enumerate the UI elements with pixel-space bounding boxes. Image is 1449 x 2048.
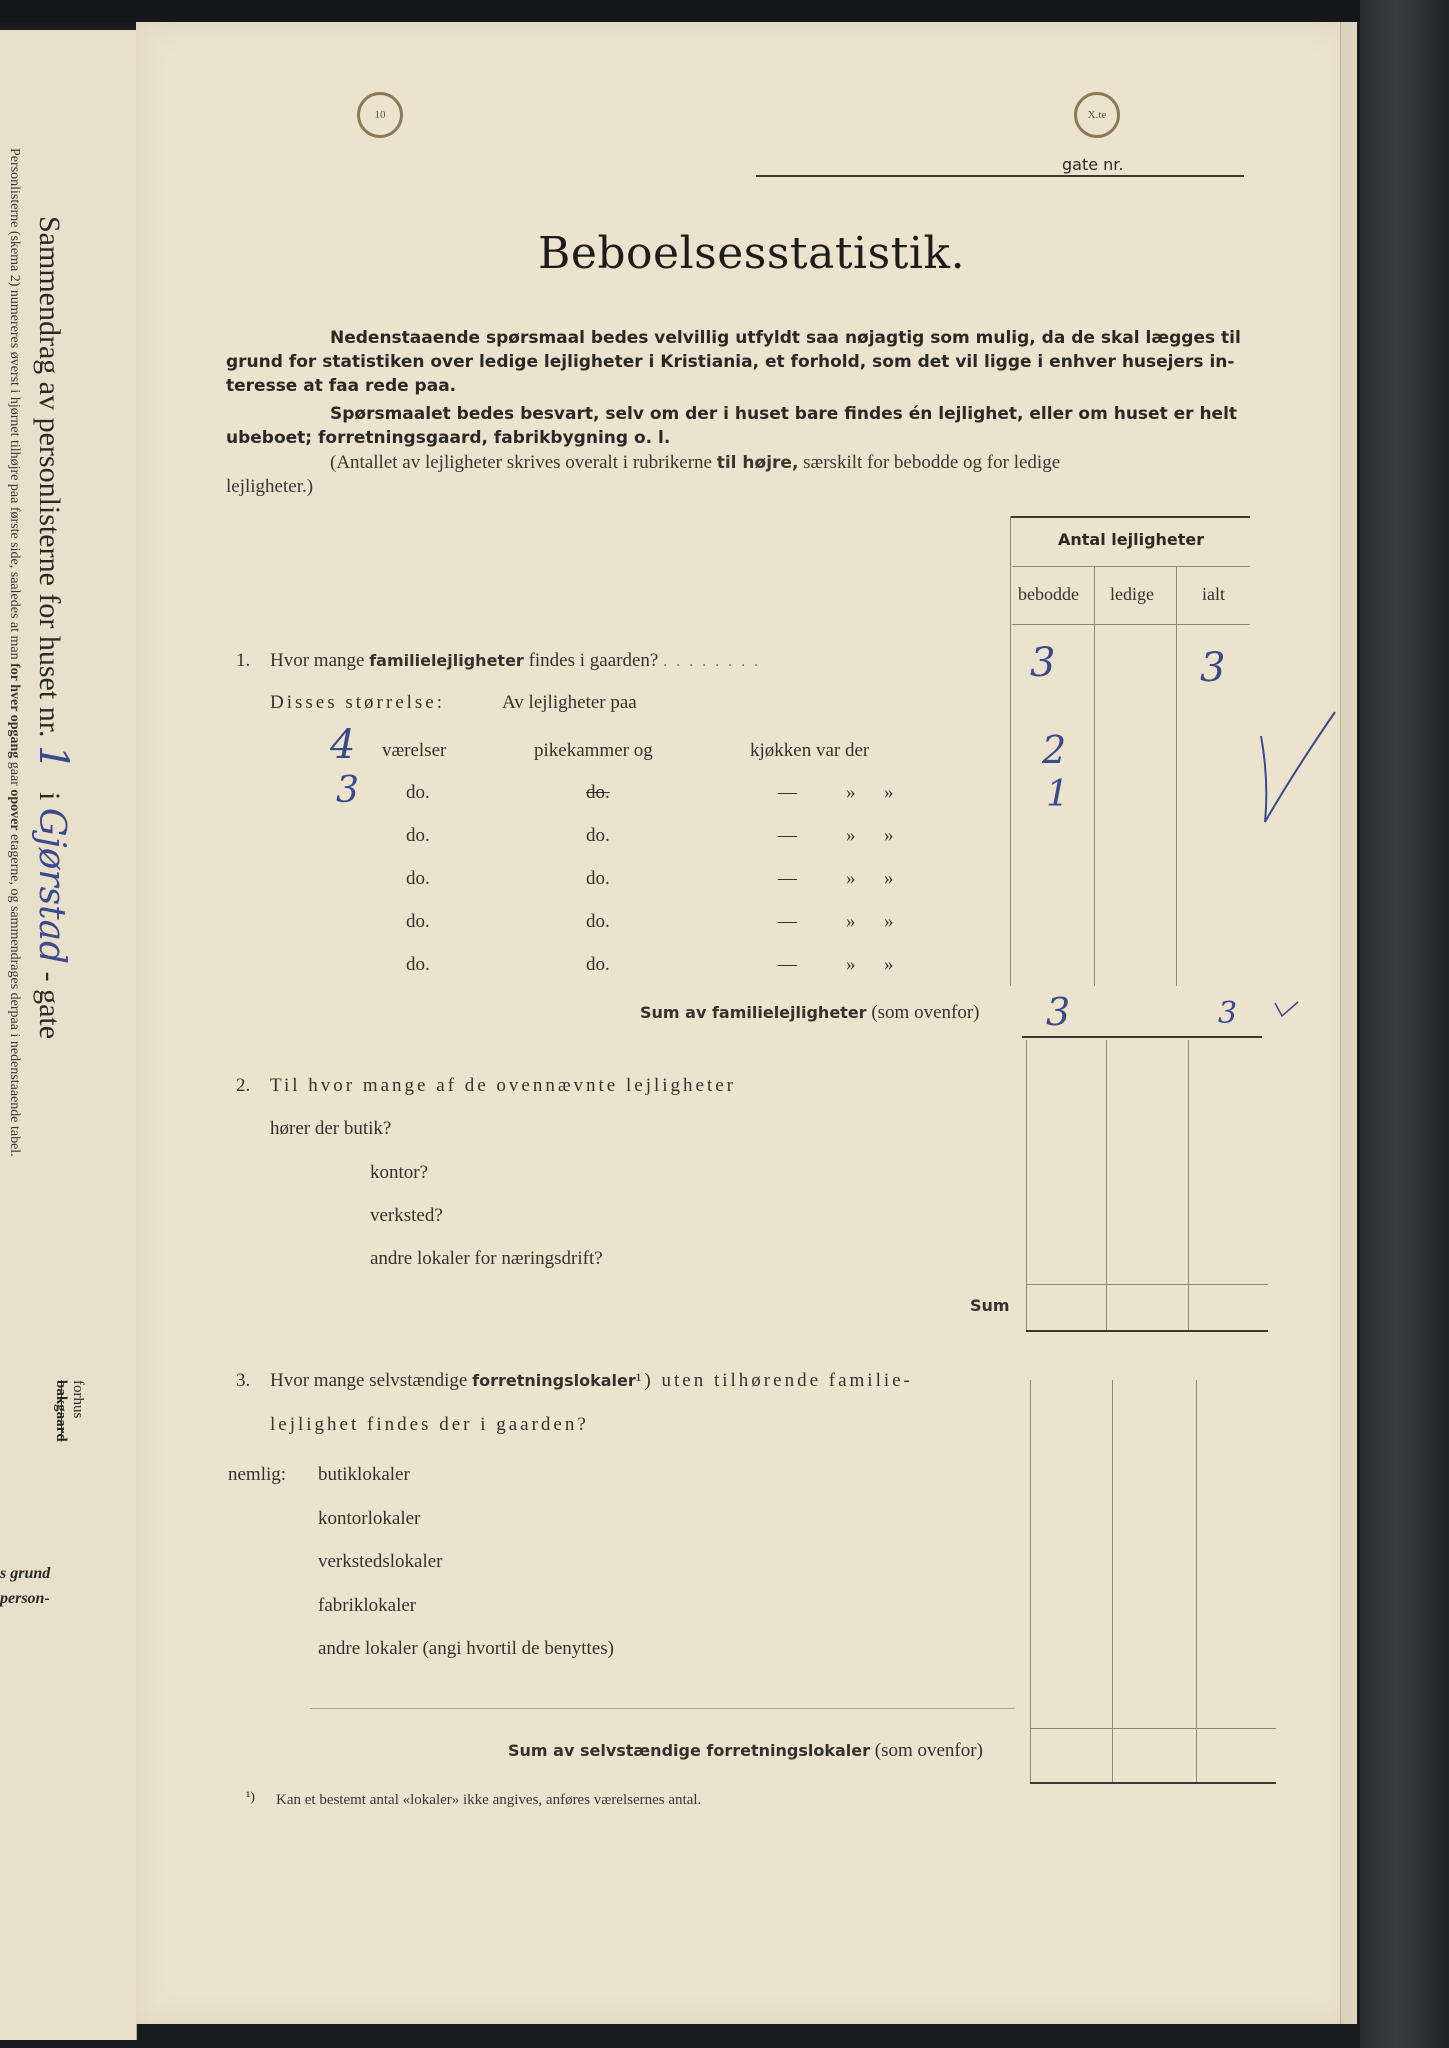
circle-stamp-left: 10 [357,92,403,138]
q1-sizes-label2: Av lejligheter paa [502,692,637,713]
q1-row2-do2: do. [586,782,610,803]
q1-row5-dash: — [778,911,797,932]
q3-andre-line [310,1708,1015,1709]
intro-p2-l1: Spørsmaalet bedes besvart, selv om der i huset bare findes én lejlighet, eller om huset er helt [330,404,1238,424]
col-bebodde: bebodde [1018,584,1079,604]
background-right [1360,0,1449,2048]
hw-q1-ialt: 3 [1200,645,1226,691]
col-line-q3-2 [1112,1380,1113,1784]
q1-row4-quote: » [846,868,856,889]
q3-andre: andre lokaler (angi hvortil de benyttes) [318,1638,614,1659]
sidebar-cut-2: person- [0,1590,50,1607]
q1-row4-dash: — [778,868,797,889]
intro-p3-b: til højre, [716,453,799,473]
q1-row4-do2: do. [586,868,610,889]
q1-row2-dash: — [778,782,797,803]
q3-sum-rule [1030,1782,1276,1784]
q1-row5-do: do. [406,911,430,932]
col-line-3 [1176,566,1177,986]
intro-p3-c: særskilt for bebodde og for ledige [803,452,1061,473]
q2-sum-top-rule [1026,1284,1268,1285]
col-line-q2-2 [1106,1040,1107,1330]
q1-row6-quote2: » [884,954,894,975]
q3-fabrik: fabriklokaler [318,1595,417,1616]
q1-row6-quote: » [846,954,856,975]
q3-num: 3. [236,1370,251,1391]
q3-sum-label [508,1740,983,1762]
table-header-bottom [1012,624,1250,625]
intro-p3-l2: lejligheter.) [226,476,314,497]
page-title: Beboelsesstatistik. [538,228,966,279]
sidebar-hw-nr: 1 [30,745,76,771]
q1-row5-quote: » [846,911,856,932]
q1-sum-b: Sum av familielejligheter [640,1003,867,1022]
sidebar-hw-street: Gjørstad [31,807,72,965]
hw-q1-bebodde: 3 [1030,640,1056,686]
hw-row1-bebodde: 2 [1042,728,1067,772]
q1-row4-do: do. [406,868,430,889]
left-page [0,30,137,2040]
hw-row2-bebodde: 1 [1046,774,1069,815]
q3-text-a: Hvor mange selvstændige [270,1370,468,1391]
q1-row6-dash: — [778,954,797,975]
table-top-rule [1010,516,1250,518]
intro-p3-a: (Antallet av lejligheter skrives overalt i rubrikerne [330,452,712,473]
sidebar-main-c: - gate [33,971,66,1040]
q1-row2-quote: » [846,782,856,803]
circle-stamp-right: X.te [1074,92,1120,138]
table-sub-rule [1012,566,1250,567]
q2-butik: hører der butik? [270,1118,392,1139]
q1-sum-label [640,1002,979,1024]
footnote-text: Kan et bestemt antal «lokaler» ikke angives, anføres værelsernes antal. [276,1792,702,1808]
gate-nr-line [756,175,1244,177]
intro-p1-l1: Nedenstaaende spørsmaal bedes velvillig utfyldt saa nøjagtig som mulig, da de skal lægges til [330,328,1241,348]
q1-text-b: familielejligheter [369,651,524,670]
q1-row6-do2: do. [586,954,610,975]
q1-row5-do2: do. [586,911,610,932]
col-ialt: ialt [1202,584,1225,604]
q1-kjokken: kjøkken var der [750,740,870,761]
checkmark-icon [1255,710,1340,830]
gate-nr-label: gate nr. [1062,155,1124,174]
col-line-q2-3 [1188,1040,1189,1330]
q2-num: 2. [236,1075,251,1096]
q2-kontor: kontor? [370,1162,429,1183]
q3-text-l2: lejlighet findes der i gaarden? [270,1414,589,1435]
q1-sum-rule [1022,1036,1262,1038]
q3-sum-b: Sum av selvstændige forretningslokaler [508,1741,870,1760]
col-line-q3-1 [1030,1380,1031,1784]
hw-row2-rooms: 3 [336,770,359,811]
col-ledige: ledige [1110,584,1154,604]
hw-sum-ialt: 3 [1218,996,1238,1031]
sidebar-main-text [30,216,76,1039]
q1-pikekammer: pikekammer og [534,740,653,761]
q1-row4-quote2: » [884,868,894,889]
q3-verksted: verkstedslokaler [318,1551,443,1572]
q1-row3-do2: do. [586,825,610,846]
col-line-q3-3 [1196,1380,1197,1784]
sidebar-bakgaard: bakgaard [53,1380,69,1442]
hw-row1-rooms: 4 [330,722,356,768]
q1-row6-do: do. [406,954,430,975]
hw-sum-bebodde: 3 [1046,990,1071,1034]
sidebar-small-c: gaar [7,761,22,786]
sheet-edge [1340,22,1357,2024]
footnote-mark: ¹) [246,1790,255,1805]
q3-text [270,1370,913,1392]
q1-row3-quote: » [846,825,856,846]
q1-text-c: findes i gaarden? [528,650,659,671]
q1-row3-do: do. [406,825,430,846]
small-check-icon [1272,1000,1302,1020]
sidebar-main-a: Sammendrag av personlisterne for huset nr. [33,216,66,738]
intro-p3-l1 [330,452,1060,474]
q1-row3-dash: — [778,825,797,846]
sidebar-forhus: forhus [70,1380,86,1419]
q3-sum-top-rule [1030,1728,1276,1729]
background-top [0,0,1449,22]
q1-text-a: Hvor mange [270,650,365,671]
sidebar-main-b: i [33,791,66,801]
q2-andre: andre lokaler for næringsdrift? [370,1248,603,1269]
q1-row2-do: do. [406,782,430,803]
q3-kontor: kontorlokaler [318,1508,421,1529]
sidebar-small-d: opover [7,789,22,831]
col-line-1 [1010,516,1011,986]
q2-sum-rule [1026,1330,1268,1332]
sidebar-small-text [6,148,22,1157]
sidebar-small-a: Personlisterne (skema 2) numereres øverst i hjørnet tilhøjre paa første side, saaledes at man [7,148,22,660]
q1-dots: ........ [663,653,768,670]
q1-text [270,650,767,672]
sidebar-small-e: etagerne, og sammendrages derpaa i nedenstaaende tabel. [7,834,22,1157]
q3-butik: butiklokaler [318,1464,410,1485]
col-line-q2-1 [1026,1040,1027,1330]
q1-row2-quote2: » [884,782,894,803]
intro-p2-l2: ubeboet; forretningsgaard, fabrikbygning o. l. [226,428,671,448]
intro-p1-l3: teresse at faa rede paa. [226,376,457,396]
table-title: Antal lejligheter [1058,530,1205,549]
q2-sum: Sum [970,1296,1010,1315]
q1-sizes-label: Disses størrelse: [270,692,446,713]
q3-sum-c: (som ovenfor) [874,1740,983,1761]
q3-text-c: ¹) uten tilhørende familie- [635,1370,913,1391]
q2-text: Til hvor mange af de ovennævnte lejligheter [270,1075,736,1096]
intro-p1-l2: grund for statistiken over ledige lejligheter i Kristiania, et forhold, som det vil ligge i enhver husejers in- [226,352,1235,372]
q1-row3-quote2: » [884,825,894,846]
q2-verksted: verksted? [370,1205,443,1226]
q1-vaerelser: værelser [382,740,447,761]
sidebar-small-b: for hver opgang [7,663,22,759]
col-line-2 [1094,566,1095,986]
q1-num: 1. [236,650,251,671]
q3-nemlig: nemlig: [228,1464,287,1485]
q1-sum-c: (som ovenfor) [871,1002,980,1023]
sidebar-cut-1: s grund [0,1565,51,1582]
sidebar-forhus-block [52,1380,86,1442]
q3-text-b: forretningslokaler [472,1371,636,1390]
q1-row5-quote2: » [884,911,894,932]
